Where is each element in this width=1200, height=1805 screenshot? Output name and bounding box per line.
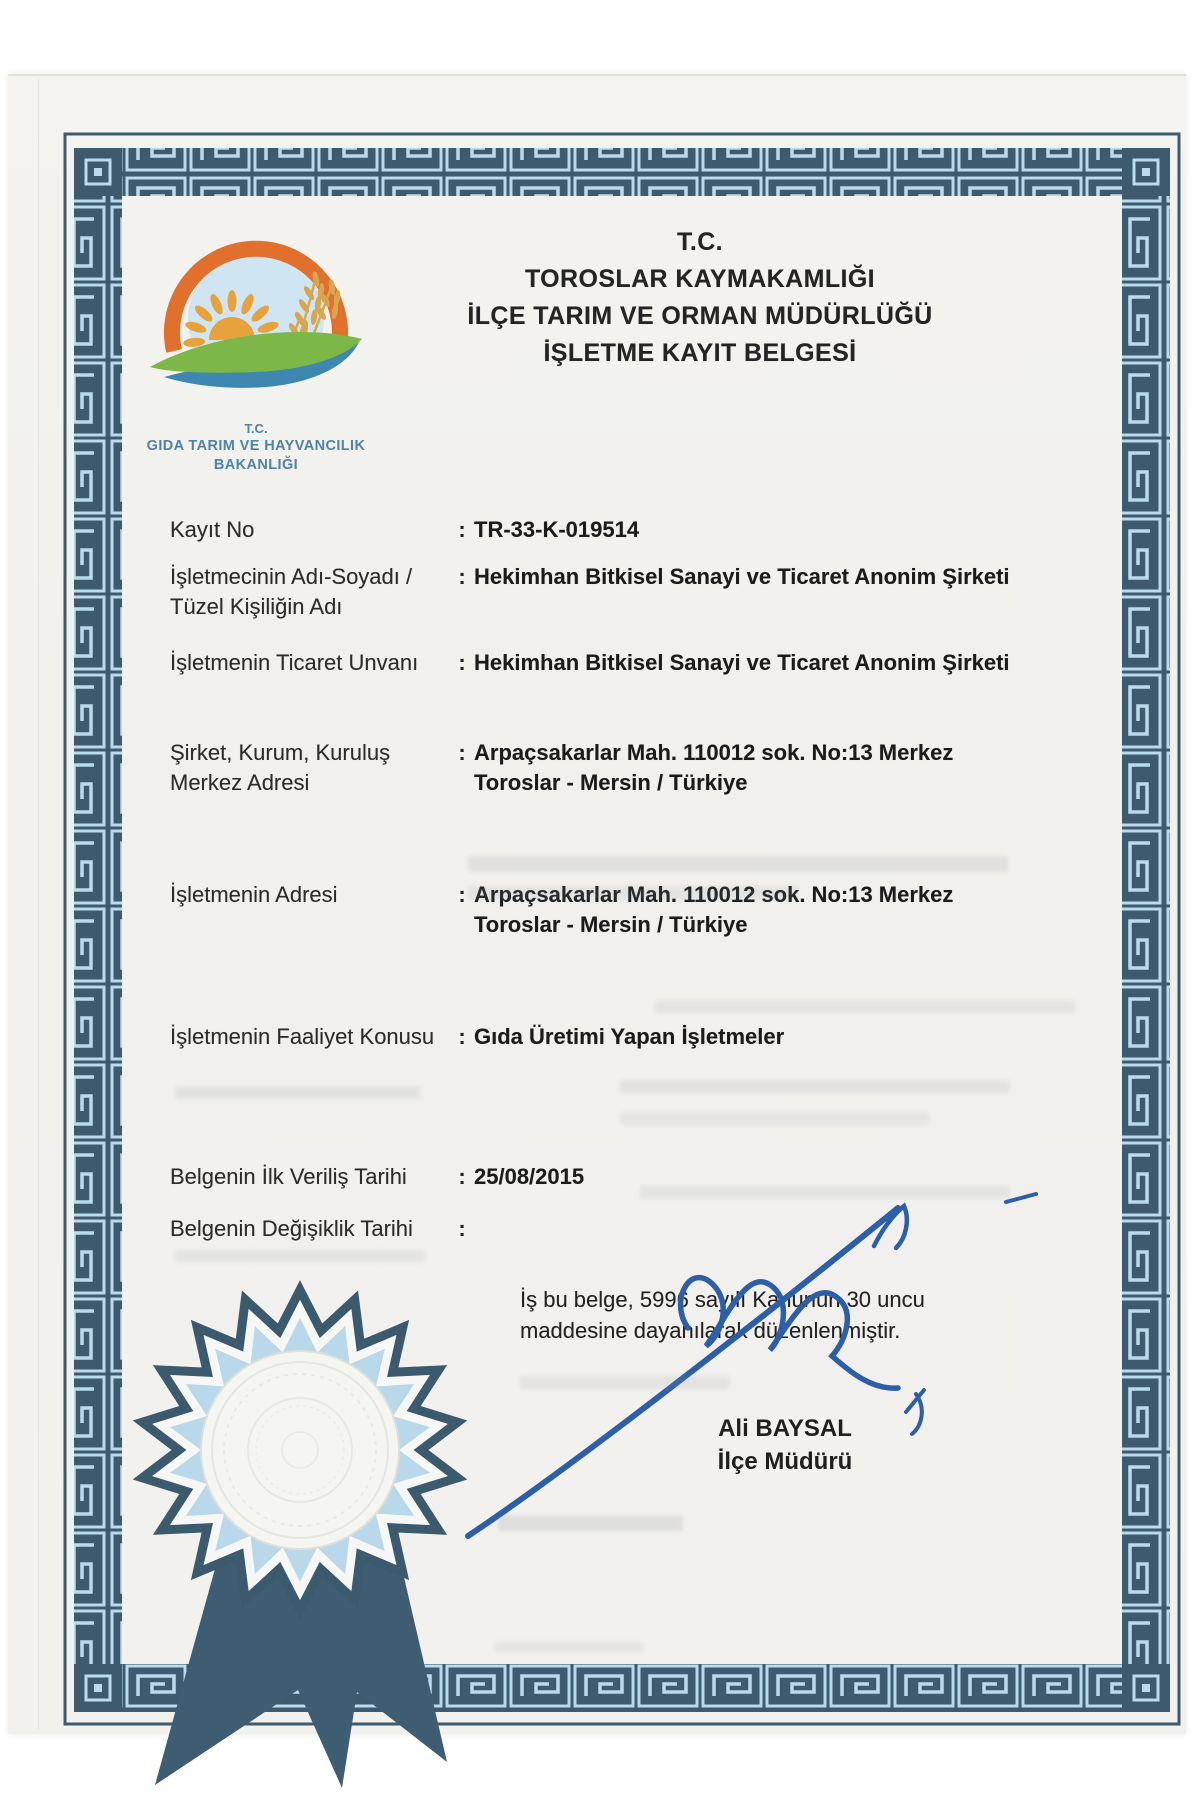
field-value: Hekimhan Bitkisel Sanayi ve Ticaret Anonim Şirketi bbox=[474, 564, 1010, 589]
signatory-name: Ali BAYSAL bbox=[718, 1415, 852, 1442]
page-title: İŞLETME KAYIT BELGESİ bbox=[543, 339, 857, 367]
colon-separator: : bbox=[458, 1164, 466, 1189]
field-label: İşletmenin Ticaret Unvanı bbox=[170, 650, 419, 675]
ghost-text-artifact bbox=[175, 1250, 425, 1262]
document-header bbox=[410, 224, 990, 372]
field-row-faaliyet-konusu bbox=[170, 1022, 1020, 1052]
ghost-text-artifact bbox=[655, 1000, 1075, 1013]
colon-separator: : bbox=[458, 1216, 466, 1241]
field-label: İşletmenin Adresi bbox=[170, 882, 338, 907]
field-label: Belgenin İlk Veriliş Tarihi bbox=[170, 1164, 407, 1189]
colon-separator: : bbox=[458, 517, 466, 542]
field-value: Arpaçsakarlar Mah. 110012 sok. No:13 Merkez Toroslar - Mersin / Türkiye bbox=[474, 740, 954, 795]
field-label: Kayıt No bbox=[170, 517, 255, 542]
ghost-text-artifact bbox=[498, 1516, 683, 1531]
field-label: İşletmenin Faaliyet Konusu bbox=[170, 1024, 435, 1049]
logo-caption bbox=[128, 420, 384, 475]
field-value: 25/08/2015 bbox=[474, 1164, 585, 1189]
ghost-text-artifact bbox=[640, 1186, 1010, 1199]
border-top-band bbox=[74, 148, 1170, 196]
colon-separator: : bbox=[458, 564, 466, 589]
field-row-isletmeci-adi bbox=[170, 562, 1020, 622]
ministry-agriculture-logo-icon bbox=[148, 232, 364, 402]
colon-separator: : bbox=[458, 740, 466, 765]
ghost-text-artifact bbox=[468, 856, 1008, 872]
embossed-seal-circle bbox=[201, 1351, 399, 1549]
colon-separator: : bbox=[458, 882, 466, 907]
field-label: Belgenin Değişiklik Tarihi bbox=[170, 1216, 413, 1241]
field-label: İşletmecinin Adı-Soyadı / Tüzel Kişiliğin Adı bbox=[170, 564, 413, 619]
ghost-text-artifact bbox=[520, 1376, 730, 1389]
signatory-title: İlçe Müdürü bbox=[717, 1448, 853, 1475]
logo-caption-line2: BAKANLIĞI bbox=[213, 457, 299, 473]
header-tc: T.C. bbox=[676, 228, 724, 256]
header-department: İLÇE TARIM VE ORMAN MÜDÜRLÜĞÜ bbox=[467, 302, 933, 330]
ghost-text-artifact bbox=[468, 886, 798, 900]
logo-caption-line1: GIDA TARIM VE HAYVANCILIK bbox=[146, 438, 366, 454]
handwritten-ink-signature bbox=[430, 1150, 1070, 1570]
colon-separator: : bbox=[458, 1024, 466, 1049]
ghost-text-artifact bbox=[494, 1642, 644, 1653]
colon-separator: : bbox=[458, 650, 466, 675]
border-right-band bbox=[1122, 148, 1170, 1712]
ghost-text-artifact bbox=[175, 1086, 420, 1099]
header-authority: TOROSLAR KAYMAKAMLIĞI bbox=[524, 265, 876, 293]
field-value: Gıda Üretimi Yapan İşletmeler bbox=[474, 1024, 785, 1049]
field-value: Arpaçsakarlar Mah. 110012 sok. No:13 Merkez Toroslar - Mersin / Türkiye bbox=[474, 882, 954, 937]
field-value: TR-33-K-019514 bbox=[474, 517, 640, 542]
field-row-merkez-adresi bbox=[170, 738, 1020, 798]
ghost-text-artifact bbox=[620, 1112, 930, 1125]
legal-statement: İş bu belge, 5996 sayılı Kanunun 30 uncu maddesine dayanılarak düzenlenmiştir. bbox=[520, 1287, 925, 1343]
logo-caption-tc: T.C. bbox=[244, 421, 268, 436]
field-value: Hekimhan Bitkisel Sanayi ve Ticaret Anonim Şirketi bbox=[474, 650, 1010, 675]
field-label: Şirket, Kurum, Kuruluş Merkez Adresi bbox=[170, 740, 391, 795]
field-row-kayit-no bbox=[170, 515, 1020, 545]
ghost-text-artifact bbox=[620, 1080, 1010, 1093]
field-row-ticaret-unvani bbox=[170, 648, 1020, 678]
